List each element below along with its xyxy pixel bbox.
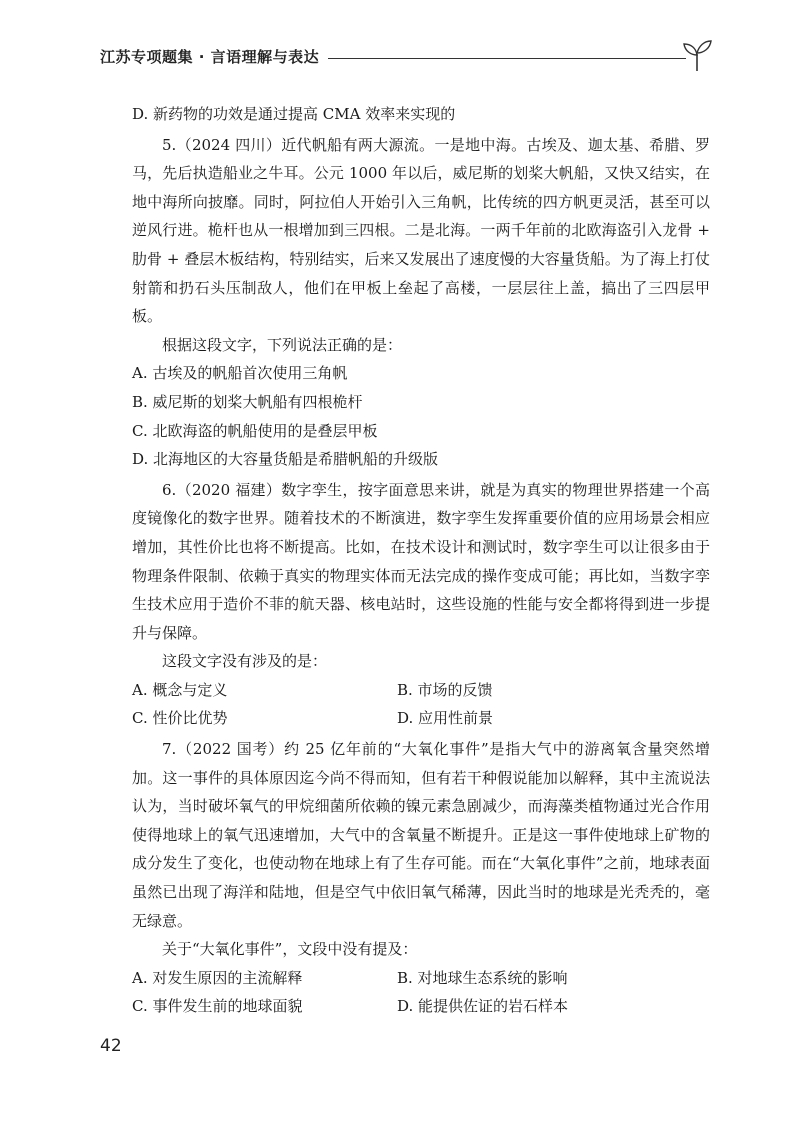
running-header	[100, 38, 712, 78]
question-6-option-c: C. 性价比优势	[132, 709, 228, 728]
page-content	[132, 100, 710, 1021]
question-7-stem: 7.（2022 国考）约 25 亿年前的“大氧化事件”是指大气中的游离氧含量突然增加。这一事件的具体原因迄今尚不得而知，但有若干种假说能加以解释，其中主流说法认为，当时破坏氧气的甲烷细菌所依赖的镍元素急剧减少，而海藻类植物通过光合作用使得地球上的氧气迅速增加，大气中的含氧量不断提升。正是这一事件使地球上矿物的成分发生了变化，也使动物在地球上有了生存可能。而在“大氧化事件”之前，地球表面虽然已出现了海洋和陆地，但是空气中依旧氧气稀薄，因此当时的地球是光秃秃的，毫无绿意。	[132, 740, 710, 930]
question-7-option-d: D. 能提供佐证的岩石样本	[397, 997, 569, 1016]
header-rule	[328, 58, 686, 59]
question-5-option-a: A. 古埃及的帆船首次使用三角帆	[132, 364, 348, 383]
question-6-option-d: D. 应用性前景	[397, 709, 494, 728]
question-7-option-b: B. 对地球生态系统的影响	[397, 968, 568, 987]
question-5-option-d: D. 北海地区的大容量货船是希腊帆船的升级版	[132, 450, 439, 469]
question-7-option-c: C. 事件发生前的地球面貌	[132, 997, 303, 1016]
question-5-option-b: B. 威尼斯的划桨大帆船有四根桅杆	[132, 392, 363, 411]
question-7-options	[132, 964, 710, 1021]
question-7-ask: 关于“大氧化事件”，文段中没有提及：	[162, 940, 418, 959]
question-6-stem: 6.（2020 福建）数字孪生，按字面意思来讲，就是为真实的物理世界搭建一个高度镜像化的数字世界。随着技术的不断演进，数字孪生发挥重要价值的应用场景会相应增加，其性价比也将不断提高。比如，在技术设计和测试时，数字孪生可以让很多由于物理条件限制、依赖于真实的物理实体而无法完成的操作变成可能；再比如，当数字孪生技术应用于造价不菲的航天器、核电站时，这些设施的性能与安全都将得到进一步提升与保障。	[132, 480, 710, 642]
question-5-ask: 根据这段文字，下列说法正确的是：	[162, 335, 403, 354]
page-number: 42	[100, 1036, 122, 1056]
header-title: 江苏专项题集 · 言语理解与表达	[100, 48, 320, 66]
question-5-option-c: C. 北欧海盗的帆船使用的是叠层甲板	[132, 421, 378, 440]
sprout-icon	[682, 38, 712, 72]
previous-question-option: D. 新药物的功效是通过提高 CMA 效率来实现的	[132, 105, 456, 123]
question-6-option-b: B. 市场的反馈	[397, 680, 493, 699]
question-5-stem: 5.（2024 四川）近代帆船有两大源流。一是地中海。古埃及、迦太基、希腊、罗马，先后执造船业之牛耳。公元 1000 年以后，威尼斯的划桨大帆船，又快又结实，在地中海所向披靡。同时，阿拉伯人开始引入三角帆，比传统的四方帆更灵活，甚至可以逆风行进。桅杆也从一根增加到三四根。二是北海。一两千年前的北欧海盗引入龙骨 + 肋骨 + 叠层木板结构，特别结实，后来又发展出了速度慢的大容量货船。为了海上打仗射箭和扔石头压制敌人，他们在甲板上垒起了高楼，一层层往上盖，搞出了三四层甲板。	[132, 135, 710, 326]
question-6-option-a: A. 概念与定义	[132, 680, 228, 699]
question-6-ask: 这段文字没有涉及的是：	[162, 652, 328, 671]
question-6-options	[132, 676, 710, 733]
question-7-option-a: A. 对发生原因的主流解释	[132, 968, 303, 987]
